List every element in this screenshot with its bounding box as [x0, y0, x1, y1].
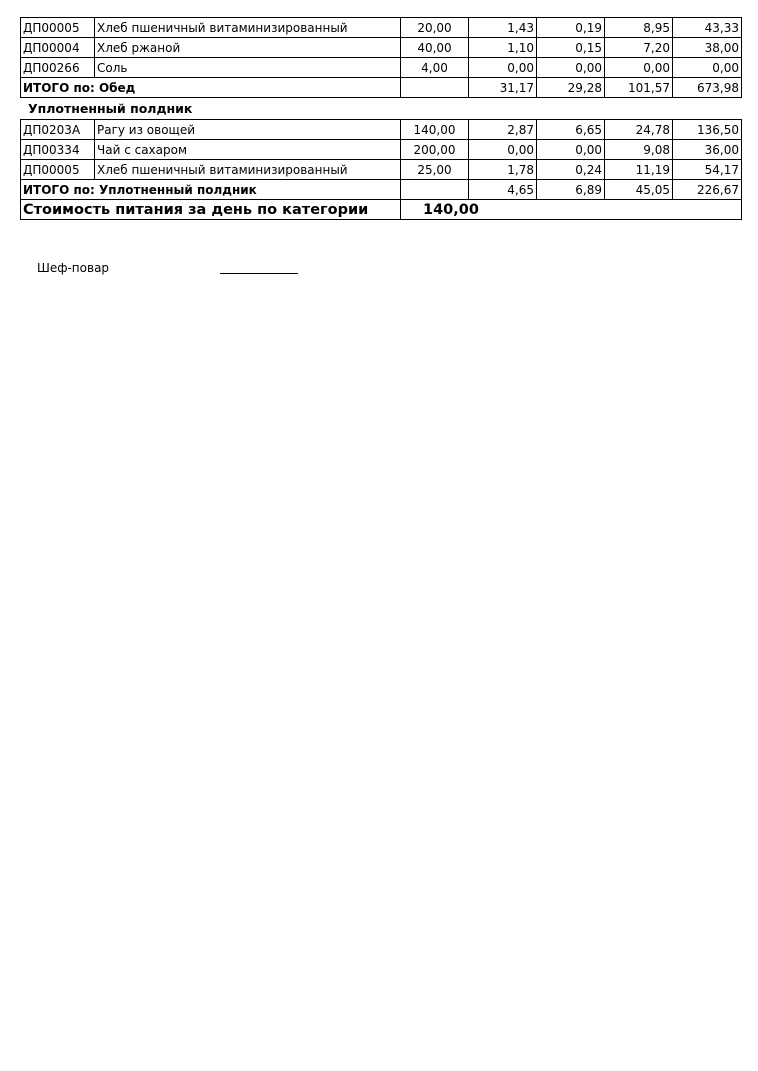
menu-table: [20, 17, 742, 98]
quantity-cell: 40,00: [401, 38, 469, 58]
daily-cost-label: Стоимость питания за день по категории: [21, 200, 401, 220]
protein-cell: 0,00: [469, 58, 537, 78]
protein-cell: 1,43: [469, 18, 537, 38]
quantity-cell: 200,00: [401, 140, 469, 160]
protein-total: 4,65: [469, 180, 537, 200]
daily-cost-row: [21, 200, 742, 220]
fat-cell: 6,65: [537, 120, 605, 140]
fat-total: 6,89: [537, 180, 605, 200]
kcal-cell: 136,50: [673, 120, 742, 140]
carbs-cell: 0,00: [605, 58, 673, 78]
carbs-cell: 24,78: [605, 120, 673, 140]
kcal-cell: 38,00: [673, 38, 742, 58]
kcal-total: 673,98: [673, 78, 742, 98]
kcal-cell: 54,17: [673, 160, 742, 180]
fat-total: 29,28: [537, 78, 605, 98]
code-cell: ДП0203А: [21, 120, 95, 140]
total-label: ИТОГО по: Обед: [21, 78, 401, 98]
chef-signature-label: Шеф-повар: [37, 261, 110, 275]
kcal-total: 226,67: [673, 180, 742, 200]
kcal-cell: 43,33: [673, 18, 742, 38]
protein-cell: 0,00: [469, 140, 537, 160]
fat-cell: 0,00: [537, 58, 605, 78]
dish-name-cell: Хлеб пшеничный витаминизированный: [95, 160, 401, 180]
table-row: [21, 58, 742, 78]
snack-table: [20, 119, 742, 220]
protein-cell: 1,78: [469, 160, 537, 180]
code-cell: ДП00266: [21, 58, 95, 78]
snack-total-row: [21, 180, 742, 200]
kcal-cell: 0,00: [673, 58, 742, 78]
code-cell: ДП00004: [21, 38, 95, 58]
fat-cell: 0,00: [537, 140, 605, 160]
carbs-cell: 8,95: [605, 18, 673, 38]
section-title-snack: Уплотненный полдник: [28, 101, 193, 116]
fat-cell: 0,24: [537, 160, 605, 180]
dish-name-cell: Хлеб пшеничный витаминизированный: [95, 18, 401, 38]
carbs-cell: 11,19: [605, 160, 673, 180]
empty-cell: [401, 180, 469, 200]
carbs-cell: 7,20: [605, 38, 673, 58]
quantity-cell: 20,00: [401, 18, 469, 38]
signature-line: [220, 273, 298, 274]
table-row: [21, 160, 742, 180]
lunch-total-row: [21, 78, 742, 98]
table-row: [21, 120, 742, 140]
carbs-total: 45,05: [605, 180, 673, 200]
kcal-cell: 36,00: [673, 140, 742, 160]
quantity-cell: 4,00: [401, 58, 469, 78]
empty-cell: [401, 78, 469, 98]
menu-sheet: [20, 17, 741, 220]
table-row: [21, 140, 742, 160]
dish-name-cell: Хлеб ржаной: [95, 38, 401, 58]
dish-name-cell: Соль: [95, 58, 401, 78]
daily-cost-value: 140,00: [401, 200, 742, 220]
fat-cell: 0,19: [537, 18, 605, 38]
table-row: [21, 38, 742, 58]
code-cell: ДП00005: [21, 160, 95, 180]
quantity-cell: 25,00: [401, 160, 469, 180]
table-row: [21, 18, 742, 38]
protein-total: 31,17: [469, 78, 537, 98]
carbs-total: 101,57: [605, 78, 673, 98]
quantity-cell: 140,00: [401, 120, 469, 140]
code-cell: ДП00334: [21, 140, 95, 160]
total-label: ИТОГО по: Уплотненный полдник: [21, 180, 401, 200]
carbs-cell: 9,08: [605, 140, 673, 160]
protein-cell: 2,87: [469, 120, 537, 140]
protein-cell: 1,10: [469, 38, 537, 58]
code-cell: ДП00005: [21, 18, 95, 38]
fat-cell: 0,15: [537, 38, 605, 58]
dish-name-cell: Чай с сахаром: [95, 140, 401, 160]
dish-name-cell: Рагу из овощей: [95, 120, 401, 140]
